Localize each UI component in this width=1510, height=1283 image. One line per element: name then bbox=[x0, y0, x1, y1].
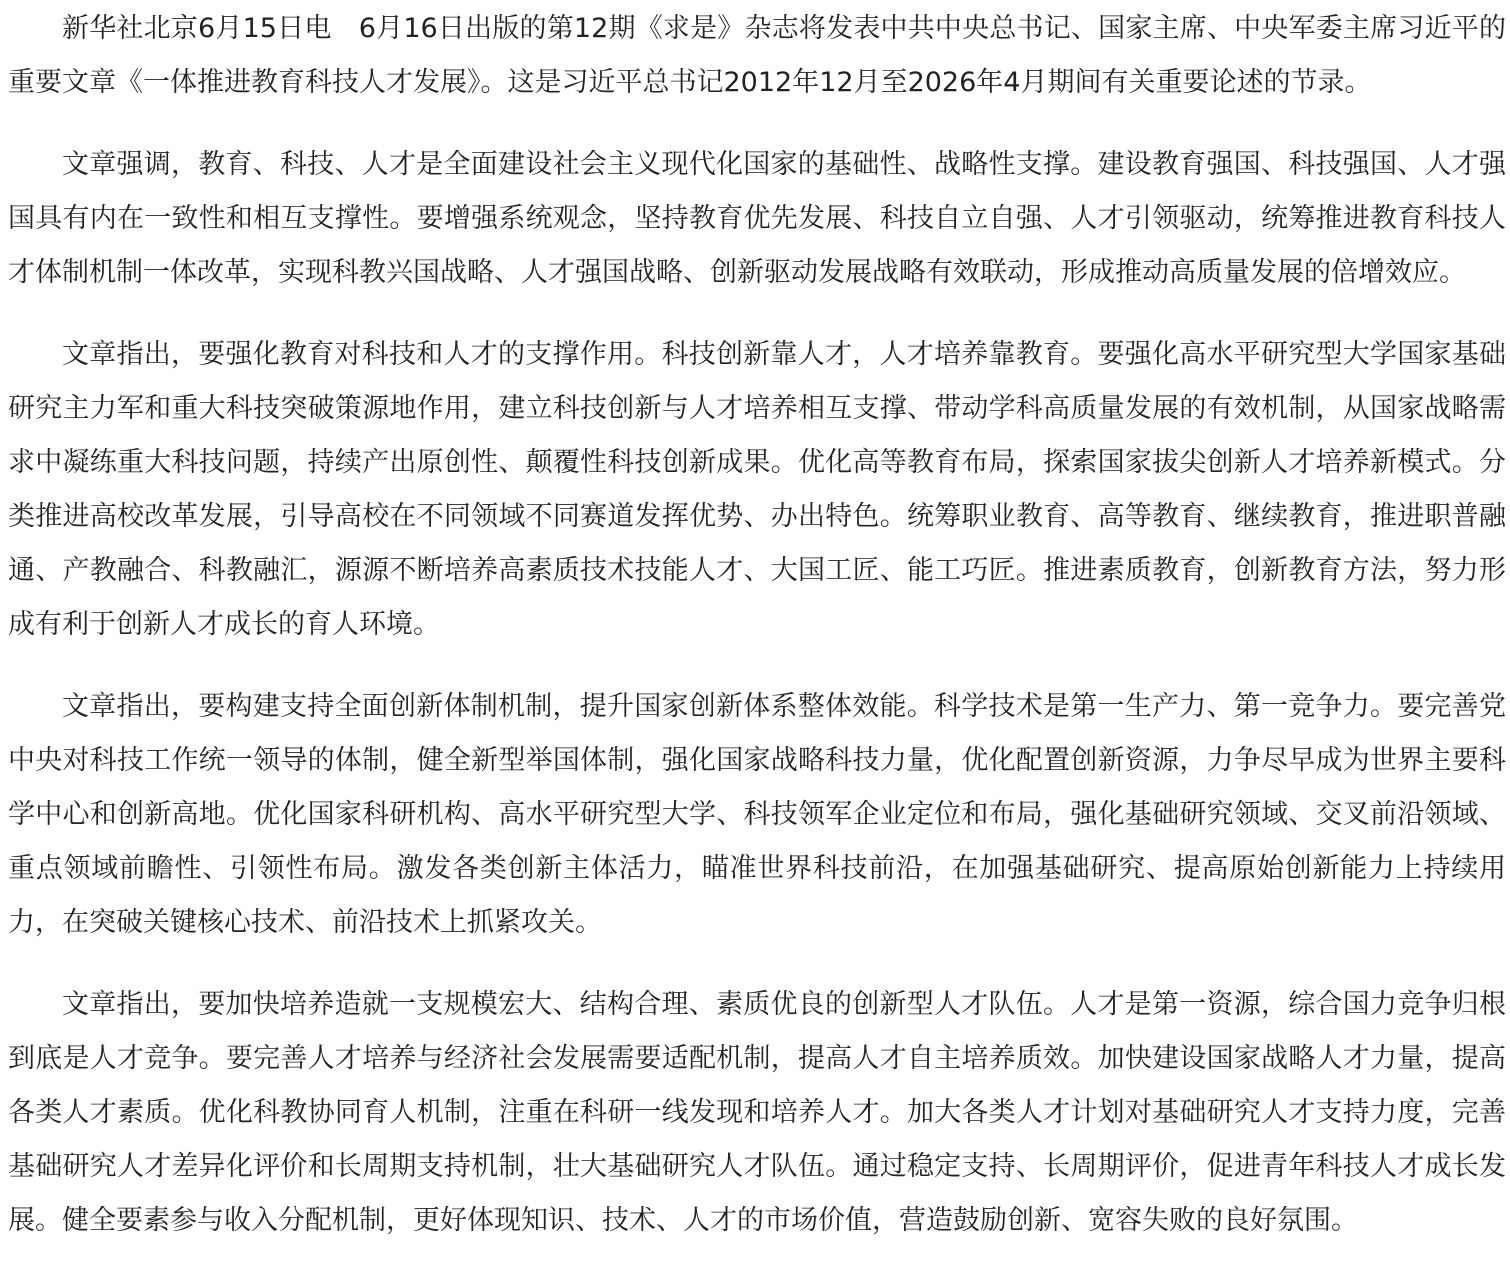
paragraph-intro: 新华社北京6月15日电 6月16日出版的第12期《求是》杂志将发表中共中央总书记、国家主席、中央军委主席习近平的重要文章《一体推进教育科技人才发展》。这是习近平总书记2012年12月至2026年4月期间有关重要论述的节录。 bbox=[8, 13, 1506, 98]
paragraph-emphasis: 文章强调，教育、科技、人才是全面建设社会主义现代化国家的基础性、战略性支撑。建设教育强国、科技强国、人才强国具有内在一致性和相互支撑性。要增强系统观念，坚持教育优先发展、科技自立自强、人才引领驱动，统筹推进教育科技人才体制机制一体改革，实现科教兴国战略、人才强国战略、创新驱动发展战略有效联动，形成推动高质量发展的倍增效应。 bbox=[8, 149, 1506, 288]
paragraph-talent: 文章指出，要加快培养造就一支规模宏大、结构合理、素质优良的创新型人才队伍。人才是第一资源，综合国力竞争归根到底是人才竞争。要完善人才培养与经济社会发展需要适配机制，提高人才自主培养质效。加快建设国家战略人才力量，提高各类人才素质。优化科教协同育人机制，注重在科研一线发现和培养人才。加大各类人才计划对基础研究人才支持力度，完善基础研究人才差异化评价和长周期支持机制，壮大基础研究人才队伍。通过稳定支持、长周期评价，促进青年科技人才成长发展。健全要素参与收入分配机制，更好体现知识、技术、人才的市场价值，营造鼓励创新、宽容失败的良好氛围。 bbox=[8, 989, 1506, 1236]
paragraph-education: 文章指出，要强化教育对科技和人才的支撑作用。科技创新靠人才，人才培养靠教育。要强化高水平研究型大学国家基础研究主力军和重大科技突破策源地作用，建立科技创新与人才培养相互支撑、带动学科高质量发展的有效机制，从国家战略需求中凝练重大科技问题，持续产出原创性、颠覆性科技创新成果。优化高等教育布局，探索国家拔尖创新人才培养新模式。分类推进高校改革发展，引导高校在不同领域不同赛道发挥优势、办出特色。统筹职业教育、高等教育、继续教育，推进职普融通、产教融合、科教融汇，源源不断培养高素质技术技能人才、大国工匠、能工巧匠。推进素质教育，创新教育方法，努力形成有利于创新人才成长的育人环境。 bbox=[8, 339, 1506, 640]
article-body bbox=[0, 2, 1506, 1248]
paragraph-innovation: 文章指出，要构建支持全面创新体制机制，提升国家创新体系整体效能。科学技术是第一生产力、第一竞争力。要完善党中央对科技工作统一领导的体制，健全新型举国体制，强化国家战略科技力量，优化配置创新资源，力争尽早成为世界主要科学中心和创新高地。优化国家科研机构、高水平研究型大学、科技领军企业定位和布局，强化基础研究领域、交叉前沿领域、重点领域前瞻性、引领性布局。激发各类创新主体活力，瞄准世界科技前沿，在加强基础研究、提高原始创新能力上持续用力，在突破关键核心技术、前沿技术上抓紧攻关。 bbox=[8, 691, 1506, 938]
